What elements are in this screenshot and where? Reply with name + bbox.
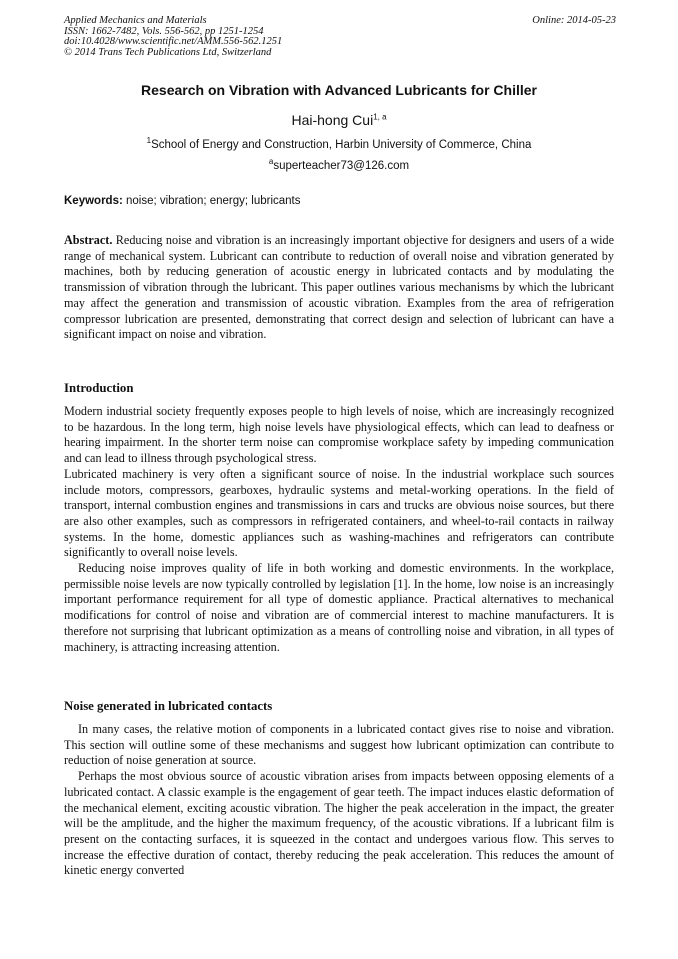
journal-name: Applied Mechanics and Materials (64, 15, 207, 26)
abstract (64, 233, 614, 343)
keywords-label: Keywords: (64, 195, 123, 207)
author-superscript: 1, a (373, 112, 387, 122)
copyright-line: © 2014 Trans Tech Publications Ltd, Switzerland (64, 46, 272, 58)
paragraph: Perhaps the most obvious source of acoustic vibration arises from impacts between opposing elements of a lubricated contact. A classic example is the engagement of gear teeth. The impact induces elastic deformation of the mechanical element, exciting acoustic vibration. The higher the peak acceleration in the impact, the greater will be the amplitude, and the higher the maximum frequency, of the acoustic vibrations. If a lubricant film is present on the contacting surfaces, it is squeezed in the contact and undergoes various flow. This serves to increase the effective duration of contact, thereby reducing the peak acceleration. This reduces the amount of kinetic energy converted (64, 769, 614, 878)
keywords-text: noise; vibration; energy; lubricants (122, 195, 301, 207)
author-name: Hai-hong Cui (291, 112, 374, 128)
paragraph: Lubricated machinery is very often a significant source of noise. In the industrial workplace such sources include motors, compressors, gearboxes, hydraulic systems and metal-working operations. In the field of transport, internal combustion engines and transmissions in cars and trucks are obvious noise sources, but there are also other examples, such as compressors in refrigerated containers, and wheel-to-rail contacts in railway systems. In the home, domestic appliances such as washing-machines and refrigerators can contribute significantly to overall noise levels. (64, 466, 614, 560)
doi-line[interactable]: doi:10.4028/www.scientific.net/AMM.556-562.1251 (64, 36, 283, 48)
email-address[interactable]: superteacher73@126.com (273, 160, 410, 172)
abstract-label: Abstract. (64, 233, 113, 247)
paper-title: Research on Vibration with Advanced Lubricants for Chiller (141, 82, 537, 98)
section-introduction (64, 404, 614, 655)
affiliation-line (0, 136, 678, 151)
section-noise (64, 722, 614, 879)
affiliation-text: School of Energy and Construction, Harbin University of Commerce, China (151, 139, 532, 151)
paragraph: Modern industrial society frequently exposes people to high levels of noise, which are increasingly recognized to be hazardous. In the long term, high noise levels have physiological effects, which can lead to deafness or hearing impairment. In the shorter term noise can compromise workplace safety by impeding communication and can lead to illness through psychological stress. (64, 404, 614, 466)
abstract-text: Reducing noise and vibration is an increasingly important objective for designers and users of a wide range of mechanical system. Lubricant can contribute to reduction of overall noise and vibration generated by machines, both by reducing generation of acoustic energy in lubricated contacts and by modulating the transmission of vibration through the lubricant. This paper outlines various mechanisms by which the lubricant may affect the generation and transmission of acoustic vibration. Examples from the area of refrigeration compressor lubrication are presented, demonstrating that correct design and selection of lubricant can have a significant impact on noise and vibration. (64, 233, 614, 342)
email-line (0, 157, 678, 172)
author-line (0, 112, 678, 128)
online-date: Online: 2014-05-23 (532, 15, 616, 26)
journal-header (64, 16, 616, 58)
issn-line: ISSN: 1662-7482, Vols. 556-562, pp 1251-1254 (64, 25, 264, 37)
email-superscript: a (268, 157, 274, 167)
section-heading-noise: Noise generated in lubricated contacts (64, 699, 273, 713)
section-heading-introduction: Introduction (64, 381, 134, 395)
paragraph: In many cases, the relative motion of components in a lubricated contact gives rise to noise and vibration. This section will outline some of these mechanisms and suggest how lubricant optimization can contribute to reduction of noise generation at source. (64, 722, 614, 768)
paragraph: Reducing noise improves quality of life in both working and domestic environments. In the workplace, permissible noise levels are now typically controlled by legislation [1]. In the home, low noise is an increasingly important performance requirement for all type of domestic appliance. Practical alternatives to mechanical modifications for control of noise and vibration are of commercial interest to machine manufacturers. It is therefore not surprising that lubricant optimization as a means of controlling noise and vibration, in all types of machinery, is attracting increasing attention. (64, 561, 614, 654)
affiliation-superscript: 1 (146, 136, 152, 146)
keywords (64, 195, 616, 207)
